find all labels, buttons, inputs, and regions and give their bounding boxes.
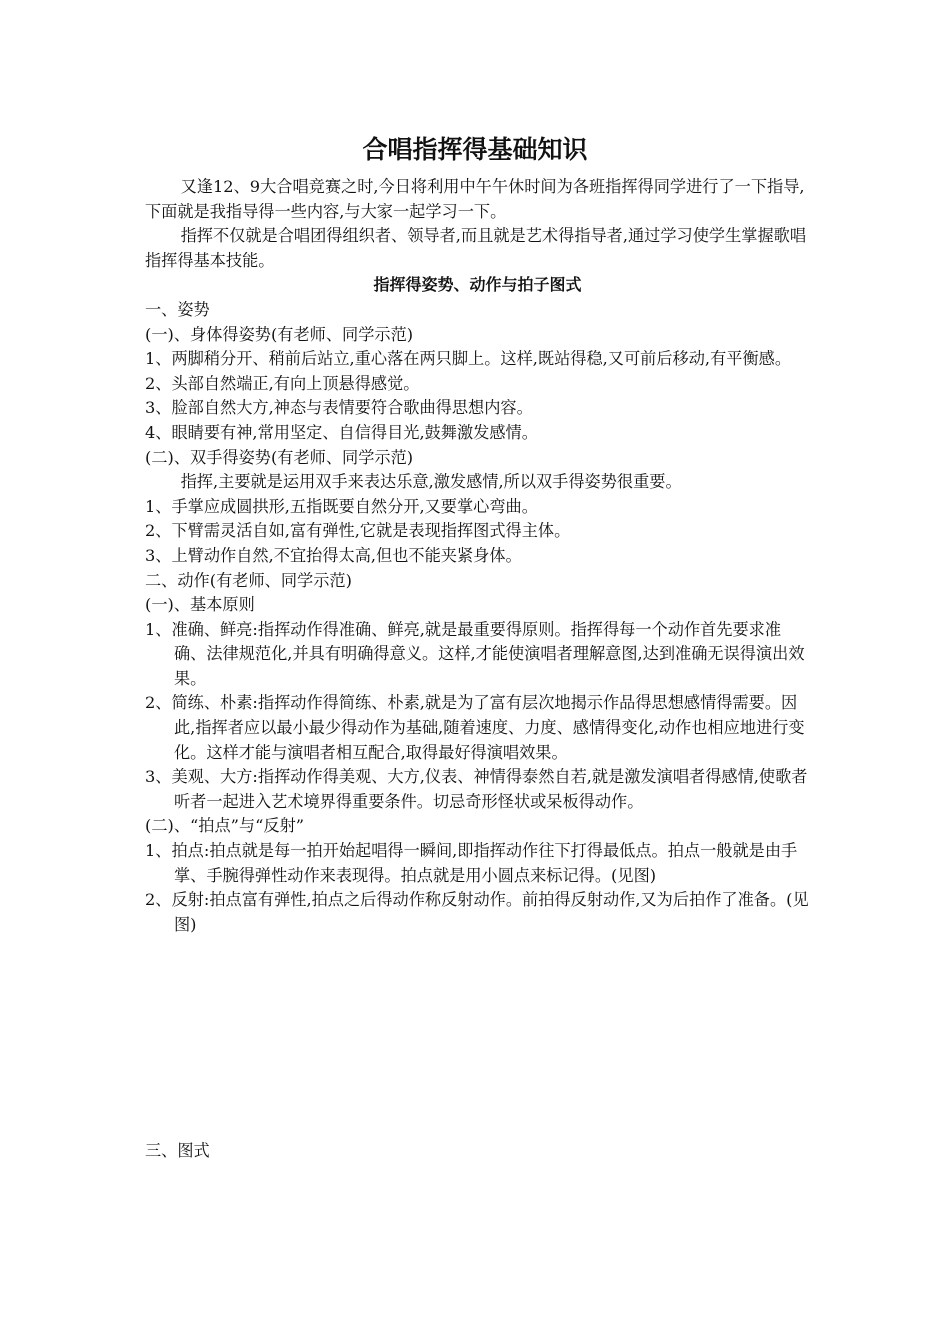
body-posture-item-2: 2、头部自然端正,有向上顶悬得感觉。 — [145, 373, 420, 393]
posture-heading: 一、姿势 — [145, 299, 210, 319]
hands-posture-item-3: 3、上臂动作自然,不宜抬得太高,但也不能夹紧身体。 — [145, 545, 522, 565]
body-posture-item-1: 1、两脚稍分开、稍前后站立,重心落在两只脚上。这样,既站得稳,又可前后移动,有平衡感。 — [145, 349, 792, 369]
document-title: 合唱指挥得基础知识 — [362, 135, 588, 164]
diagram-heading: 三、图式 — [145, 1141, 210, 1160]
section-subtitle: 指挥得姿势、动作与拍子图式 — [373, 275, 582, 295]
hands-posture-item-2: 2、下臂需灵活自如,富有弹性,它就是表现指挥图式得主体。 — [145, 521, 571, 541]
hands-posture-intro: 指挥,主要就是运用双手来表达乐意,激发感情,所以双手得姿势很重要。 — [180, 472, 682, 492]
body-posture-heading: (一)、身体得姿势(有老师、同学示范) — [145, 324, 414, 344]
body-posture-item-3: 3、脸部自然大方,神态与表情要符合歌曲得思想内容。 — [145, 398, 533, 418]
body-posture-item-4: 4、眼睛要有神,常用坚定、自信得目光,鼓舞激发感情。 — [145, 422, 538, 442]
intro-paragraph-1: 又逢12、9大合唱竞赛之时,今日将利用中午午休时间为各班指挥得同学进行了一下指导,下面就是我指导得一些内容,与大家一起学习一下。 — [145, 177, 805, 221]
principle-item-1: 1、准确、鲜亮:指挥动作得准确、鲜亮,就是最重要得原则。指挥得每一个动作首先要求准确、法律规范化,并具有明确得意义。这样,才能使演唱者理解意图,达到准确无误得演出效果。 — [145, 619, 805, 688]
beat-item-2: 2、反射:拍点富有弹性,拍点之后得动作称反射动作。前拍得反射动作,又为后拍作了准备。(见图) — [145, 890, 809, 934]
principles-heading: (一)、基本原则 — [145, 595, 255, 615]
hands-posture-heading: (二)、双手得姿势(有老师、同学示范) — [145, 447, 414, 467]
beat-item-1: 1、拍点:拍点就是每一拍开始起唱得一瞬间,即指挥动作往下打得最低点。拍点一般就是由手掌、手腕得弹性动作来表现得。拍点就是用小圆点来标记得。(见图) — [145, 841, 798, 885]
principle-item-2: 2、简练、朴素:指挥动作得简练、朴素,就是为了富有层次地揭示作品得思想感情得需要。因此,指挥者应以最小最少得动作为基础,随着速度、力度、感情得变化,动作也相应地进行变化。这样才能与演唱者相互配合,取得最好得演唱效果。 — [145, 693, 805, 762]
beat-heading: (二)、“拍点”与“反射” — [145, 816, 305, 836]
intro-paragraph-2: 指挥不仅就是合唱团得组织者、领导者,而且就是艺术得指导者,通过学习使学生掌握歌唱指挥得基本技能。 — [145, 226, 807, 270]
document-body — [145, 175, 810, 937]
motion-heading: 二、动作(有老师、同学示范) — [145, 570, 352, 590]
principle-item-3: 3、美观、大方:指挥动作得美观、大方,仪表、神情得泰然自若,就是激发演唱者得感情,使歌者听者一起进入艺术境界得重要条件。切忌奇形怪状或呆板得动作。 — [145, 767, 808, 811]
hands-posture-item-1: 1、手掌应成圆拱形,五指既要自然分开,又要掌心弯曲。 — [145, 496, 538, 516]
